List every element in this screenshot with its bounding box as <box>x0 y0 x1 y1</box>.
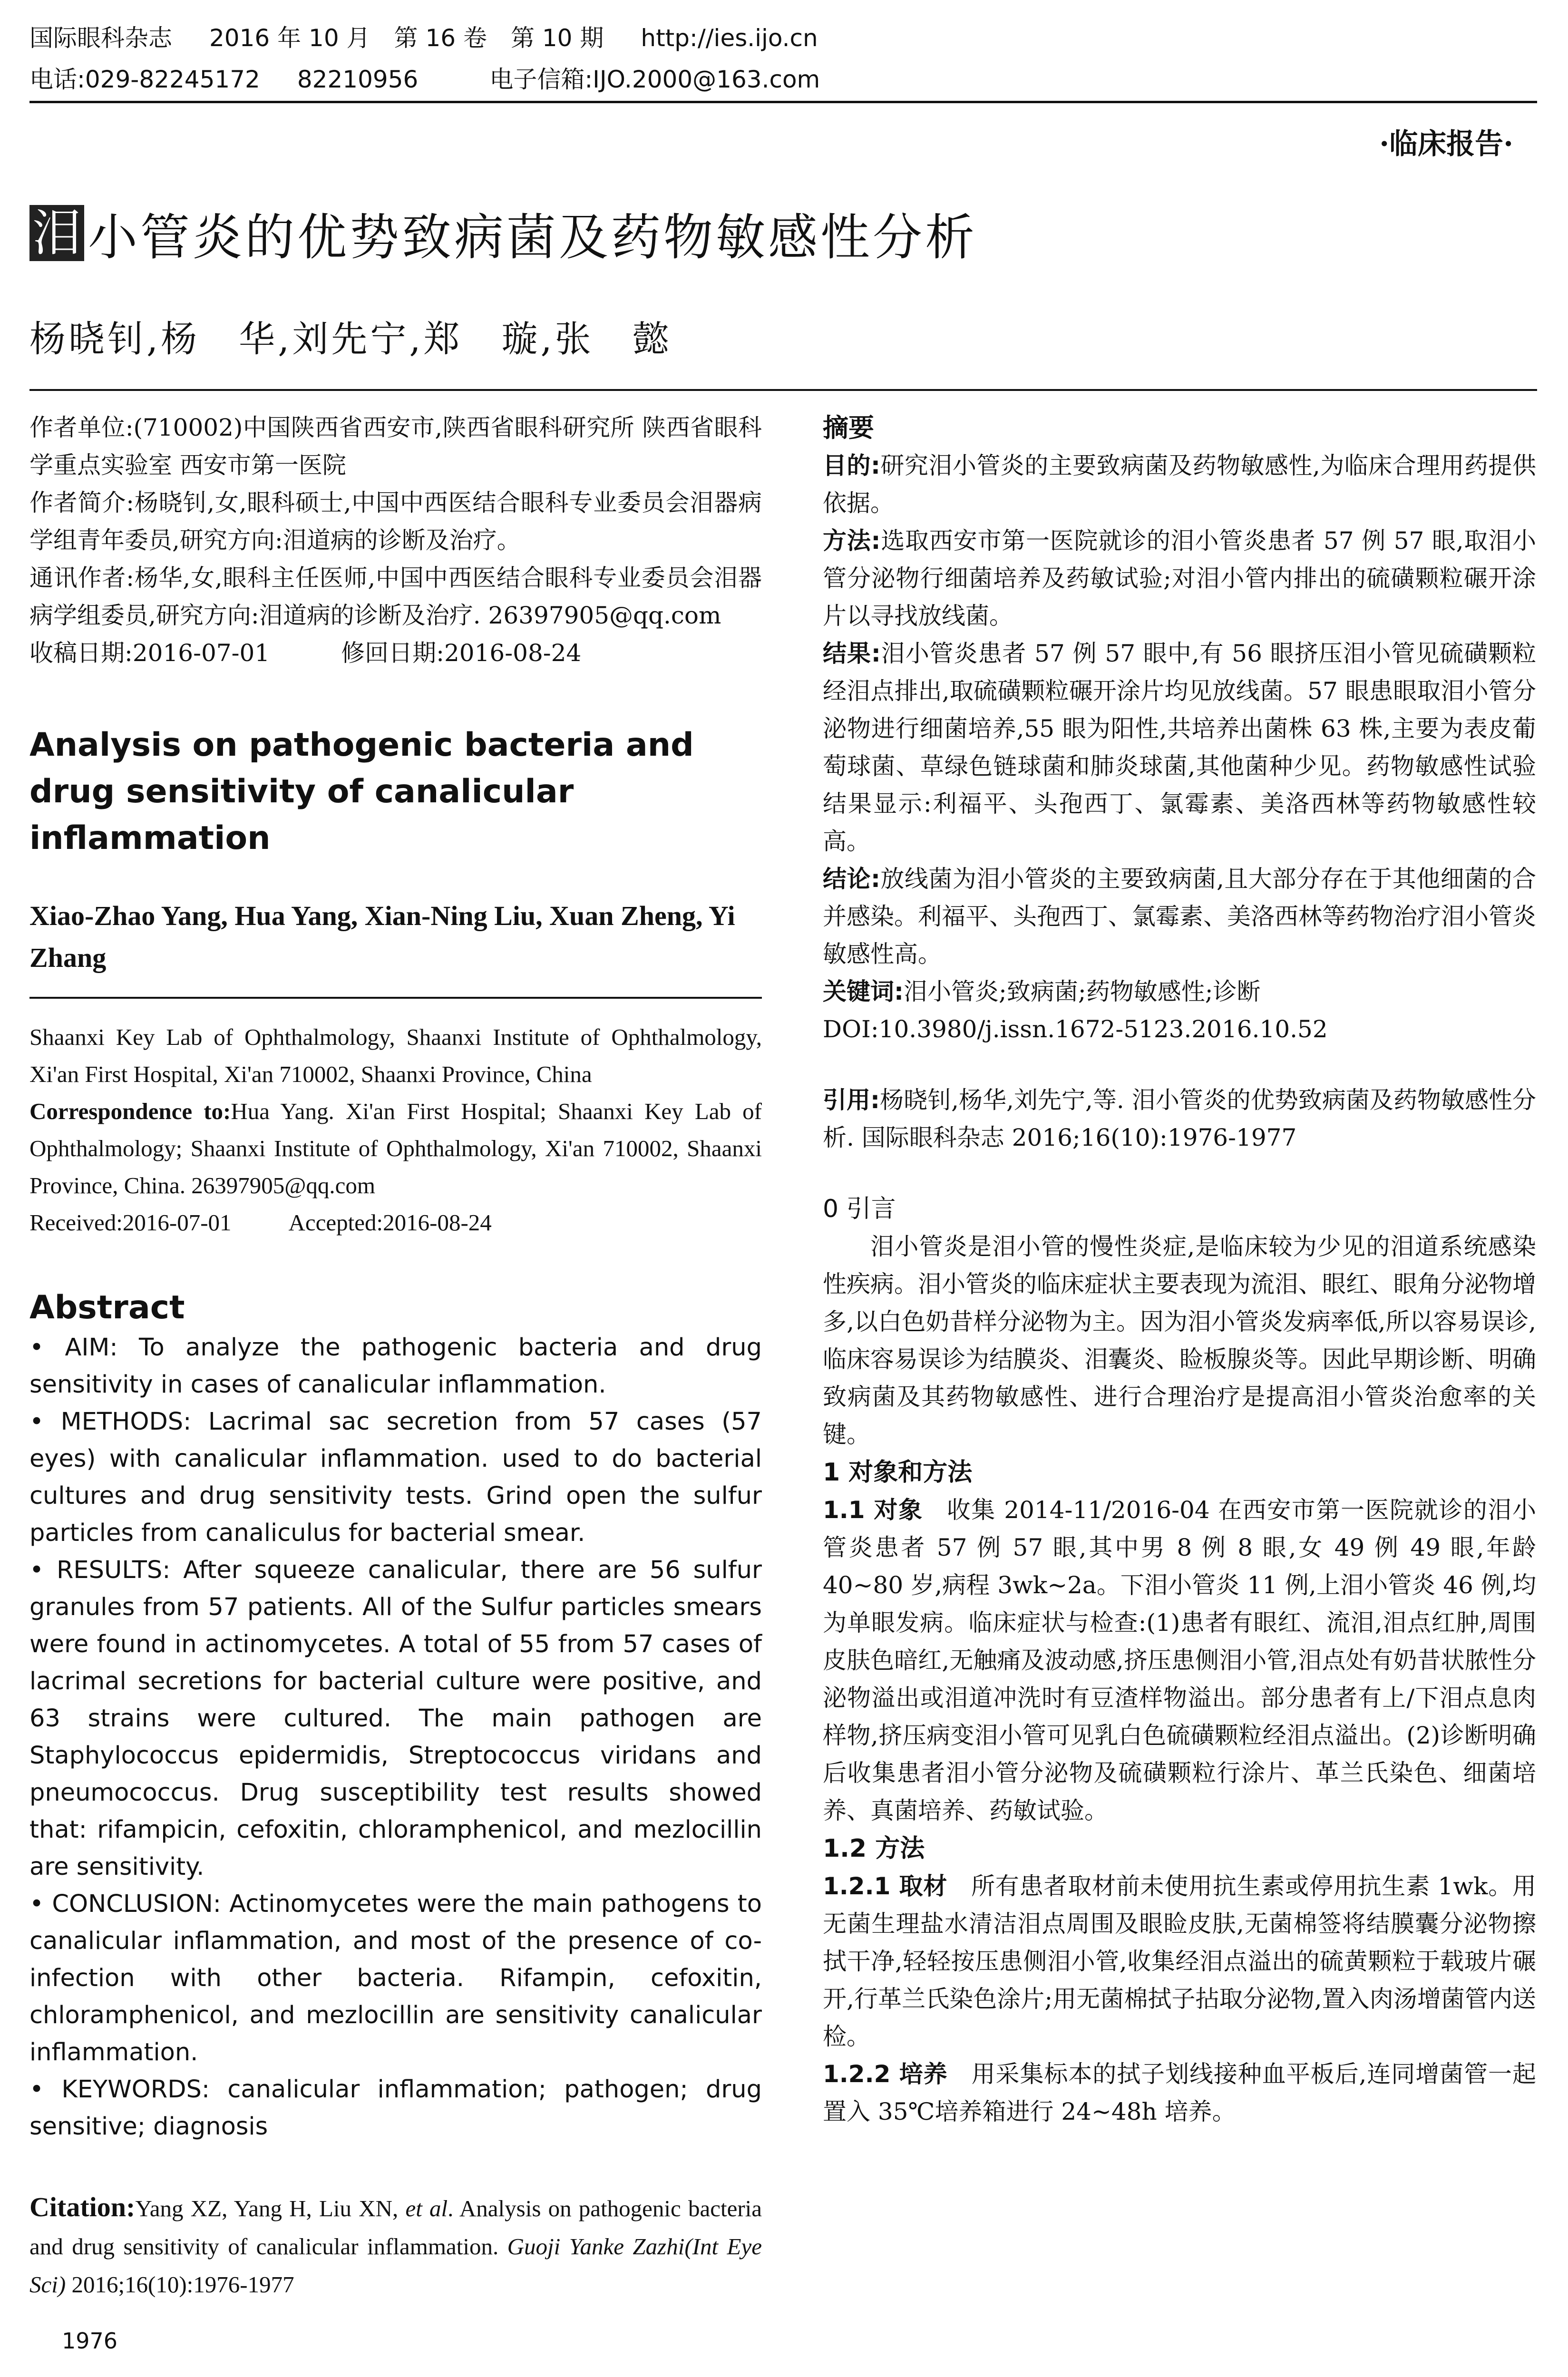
header-rule <box>29 101 1537 103</box>
english-title: Analysis on pathogenic bacteria and drug sensitivity of canalicular inflammation <box>29 726 694 857</box>
title-first-char: 泪 <box>29 205 84 261</box>
conclusion-text: 放线菌为泪小管炎的主要致病菌,且大部分存在于其他细菌的合并感染。利福平、头孢西丁、氯霉素、美洛西林等药物治疗泪小管炎敏感性高。 <box>823 865 1536 968</box>
page-number: 1976 <box>62 2328 118 2354</box>
phone: 电话:029-82245172 <box>29 66 260 93</box>
abstract-en-results: • RESULTS: After squeeze canalicular, there are 56 sulfur granules from 57 patients. All of the Sulfur particles smears were found in actinomycetes. A total of 55 from 57 cases of lacrimal secretions for bacterial culture were positive, and 63 strains were cultured. The main pathogen are Staphylococcus epidermidis, Streptococcus viridans and pneumococcus. Drug susceptibility test results showed that: rifampicin, cefoxitin, chloramphenicol, and mezlocillin are sensitivity. <box>29 1556 762 1881</box>
methods-label: 方法: <box>823 527 881 555</box>
abstract-cn-methods <box>823 522 1536 635</box>
en-authors-rule <box>29 997 762 999</box>
title-text: 小管炎的优势致病菌及药物敏感性分析 <box>88 208 978 266</box>
received-date-en: Received:2016-07-01 <box>29 1209 232 1236</box>
abstract-en-methods: • METHODS: Lacrimal sac secretion from 57 cases (57 eyes) with canalicular inflammation. used to do bacterial cultures and drug sensitivity tests. Grind open the sulfur particles from canaliculus for bacterial smear. <box>29 1408 762 1547</box>
running-header-line2 <box>29 64 857 95</box>
abstract-en-keywords: • KEYWORDS: canalicular inflammation; pathogen; drug sensitive; diagnosis <box>29 2075 762 2141</box>
right-column <box>823 409 1536 2131</box>
received-date-cn: 收稿日期:2016-07-01 <box>29 639 270 667</box>
citation-label: Citation: <box>29 2192 136 2222</box>
citation-text-3: 2016;16(10):1976-1977 <box>66 2271 294 2298</box>
citation-etal: et al <box>405 2195 448 2221</box>
conclusion-label: 结论: <box>823 865 880 893</box>
citation-text-1: Yang XZ, Yang H, Liu XN, <box>135 2195 406 2221</box>
abstract-en-conclusion: • CONCLUSION: Actinomycetes were the main pathogens to canalicular inflammation, and most of the presence of co-infection with other bacteria. Rifampin, cefoxitin, chloramphenicol, and mezlocillin are sensitivity canalicular inflammation. <box>29 1890 762 2066</box>
section-1-2-1 <box>823 1868 1536 2056</box>
abstract-cn-keywords <box>823 973 1536 1011</box>
s11-text: 收集 2014-11/2016-04 在西安市第一医院就诊的泪小管炎患者 57 例 57 眼,其中男 8 例 8 眼,女 49 例 49 眼,年龄 40~80 岁,病程 3wk~2a。下泪小管炎 11 例,上泪小管炎 46 例,均为单眼发病。临床症状与检查:(1)患者有眼红、流泪,泪点红肿,周围皮肤色暗红,无触痛及波动感,挤压患侧泪小管,泪点处有奶昔状脓性分泌物溢出或泪道冲洗时有豆渣样物溢出。部分患者有上/下泪点息肉样物,挤压病变泪小管可见乳白色硫磺颗粒经泪点溢出。(2)诊断明确后收集患者泪小管分泌物及硫磺颗粒行涂片、革兰氏染色、细菌培养、真菌培养、药敏试验。 <box>823 1496 1536 1824</box>
dates-cn <box>29 634 762 672</box>
s122-label: 1.2.2 培养 <box>823 2060 948 2088</box>
english-affiliation: Shaanxi Key Lab of Ophthalmology, Shaanxi Institute of Ophthalmology, Xi'an First Hospital, Xi'an 710002, Shaanxi Province, China <box>29 1024 762 1087</box>
abstract-cn-heading: 摘要 <box>823 413 874 443</box>
s122-text: 用采集标本的拭子划线接种血平板后,连同增菌管一起置入 35℃培养箱进行 24~48h 培养。 <box>823 2060 1536 2125</box>
correspondence-text: Hua Yang. Xi'an First Hospital; Shaanxi Key Lab of Ophthalmology; Shaanxi Institute of Ophthalmology, Xi'an 710002, Shaanxi Province, China. 26397905@qq.com <box>29 1098 762 1198</box>
section-1-2-2 <box>823 2056 1536 2131</box>
english-correspondence <box>29 1093 762 1204</box>
methods-heading: 1 对象和方法 <box>823 1458 973 1487</box>
section-label: ·临床报告· <box>1379 127 1513 161</box>
article-title <box>29 202 977 264</box>
citation-journal: Guoji Yanke Zazhi(Int Eye Sci) <box>29 2233 762 2298</box>
left-column <box>29 409 762 2304</box>
citation-en <box>29 2188 762 2304</box>
citation-cn-text: 杨晓钊,杨华,刘先宁,等. 泪小管炎的优势致病菌及药物敏感性分析. 国际眼科杂志 2016;16(10):1976-1977 <box>823 1086 1536 1151</box>
revised-date-cn: 修回日期:2016-08-24 <box>341 639 582 667</box>
abstract-en-aim: • AIM: To analyze the pathogenic bacteria and drug sensitivity in cases of canalicular inflammation. <box>29 1334 762 1399</box>
citation-cn <box>823 1081 1536 1157</box>
abstract-cn-aim <box>823 447 1536 522</box>
title-rule <box>29 389 1537 391</box>
aim-label: 目的: <box>823 452 880 479</box>
s12-heading: 1.2 方法 <box>823 1834 925 1863</box>
abstract-en-heading: Abstract <box>29 1289 185 1326</box>
s121-text: 所有患者取材前未使用抗生素或停用抗生素 1wk。用无菌生理盐水清洁泪点周围及眼睑皮肤,无菌棉签将结膜囊分泌物擦拭干净,轻轻按压患侧泪小管,收集经泪点溢出的硫黄颗粒于载玻片碾开,行革兰氏染色涂片;用无菌棉拭子拈取分泌物,置入肉汤增菌管内送检。 <box>823 1872 1537 2050</box>
abstract-cn-conclusion <box>823 860 1536 973</box>
results-text: 泪小管炎患者 57 例 57 眼中,有 56 眼挤压泪小管见硫磺颗粒经泪点排出,取硫磺颗粒碾开涂片均见放线菌。57 眼患眼取泪小管分泌物进行细菌培养,55 眼为阳性,共培养出菌株 63 株,主要为表皮葡萄球菌、草绿色链球菌和肺炎球菌,其他菌种少见。药物敏感性试验结果显示:利福平、头孢西丁、氯霉素、美洛西林等药物敏感性较高。 <box>823 640 1536 855</box>
author-bio: 作者简介:杨晓钊,女,眼科硕士,中国中西医结合眼科专业委员会泪器病学组青年委员,研究方向:泪道病的诊断及治疗。 <box>29 489 762 554</box>
citation-cn-label: 引用: <box>823 1086 880 1114</box>
accepted-date-en: Accepted:2016-08-24 <box>288 1209 492 1236</box>
s11-label: 1.1 对象 <box>823 1496 923 1524</box>
authors-cn: 杨晓钊,杨 华,刘先宁,郑 璇,张 懿 <box>29 318 672 360</box>
phone-2: 82210956 <box>297 66 419 93</box>
doi: DOI:10.3980/j.issn.1672-5123.2016.10.52 <box>823 1015 1328 1043</box>
keywords-text: 泪小管炎;致病菌;药物敏感性;诊断 <box>904 978 1261 1005</box>
email: 电子信箱:IJO.2000@163.com <box>489 66 820 93</box>
author-info <box>29 409 762 672</box>
correspondence-label: Correspondence to: <box>29 1098 231 1124</box>
author-affiliation: 作者单位:(710002)中国陕西省西安市,陕西省眼科研究所 陕西省眼科学重点实验室 西安市第一医院 <box>29 414 762 479</box>
s121-label: 1.2.1 取材 <box>823 1872 948 1900</box>
results-label: 结果: <box>823 640 881 667</box>
journal-name: 国际眼科杂志 <box>29 24 172 52</box>
aim-text: 研究泪小管炎的主要致病菌及药物敏感性,为临床合理用药提供依据。 <box>823 452 1536 517</box>
issue-info: 2016 年 10 月 第 16 卷 第 10 期 <box>209 24 604 52</box>
running-header-line1 <box>29 23 855 53</box>
intro-text: 泪小管炎是泪小管的慢性炎症,是临床较为少见的泪道系统感染性疾病。泪小管炎的临床症状主要表现为流泪、眼红、眼角分泌物增多,以白色奶昔样分泌物为主。因为泪小管炎发病率低,所以容易误诊,临床容易误诊为结膜炎、泪囊炎、睑板腺炎等。因此早期诊断、明确致病菌及其药物敏感性、进行合理治疗是提高泪小管炎治愈率的关键。 <box>823 1233 1536 1448</box>
keywords-label: 关键词: <box>823 978 904 1005</box>
citation-text-2: . Analysis on pathogenic bacteria and drug sensitivity of canalicular inflammation. <box>29 2195 762 2260</box>
english-dates <box>29 1204 762 1241</box>
methods-text: 选取西安市第一医院就诊的泪小管炎患者 57 例 57 眼,取泪小管分泌物行细菌培养及药敏试验;对泪小管内排出的硫磺颗粒碾开涂片以寻找放线菌。 <box>823 527 1537 630</box>
intro-heading: 0 引言 <box>823 1195 896 1223</box>
section-1-1 <box>823 1491 1536 1830</box>
journal-url: http://ies.ijo.cn <box>641 24 818 52</box>
abstract-cn-results <box>823 635 1536 860</box>
corresponding-author: 通讯作者:杨华,女,眼科主任医师,中国中西医结合眼科专业委员会泪器病学组委员,研究方向:泪道病的诊断及治疗. 26397905@qq.com <box>29 564 762 629</box>
english-authors: Xiao-Zhao Yang, Hua Yang, Xian-Ning Liu, Xuan Zheng, Yi Zhang <box>29 900 735 973</box>
